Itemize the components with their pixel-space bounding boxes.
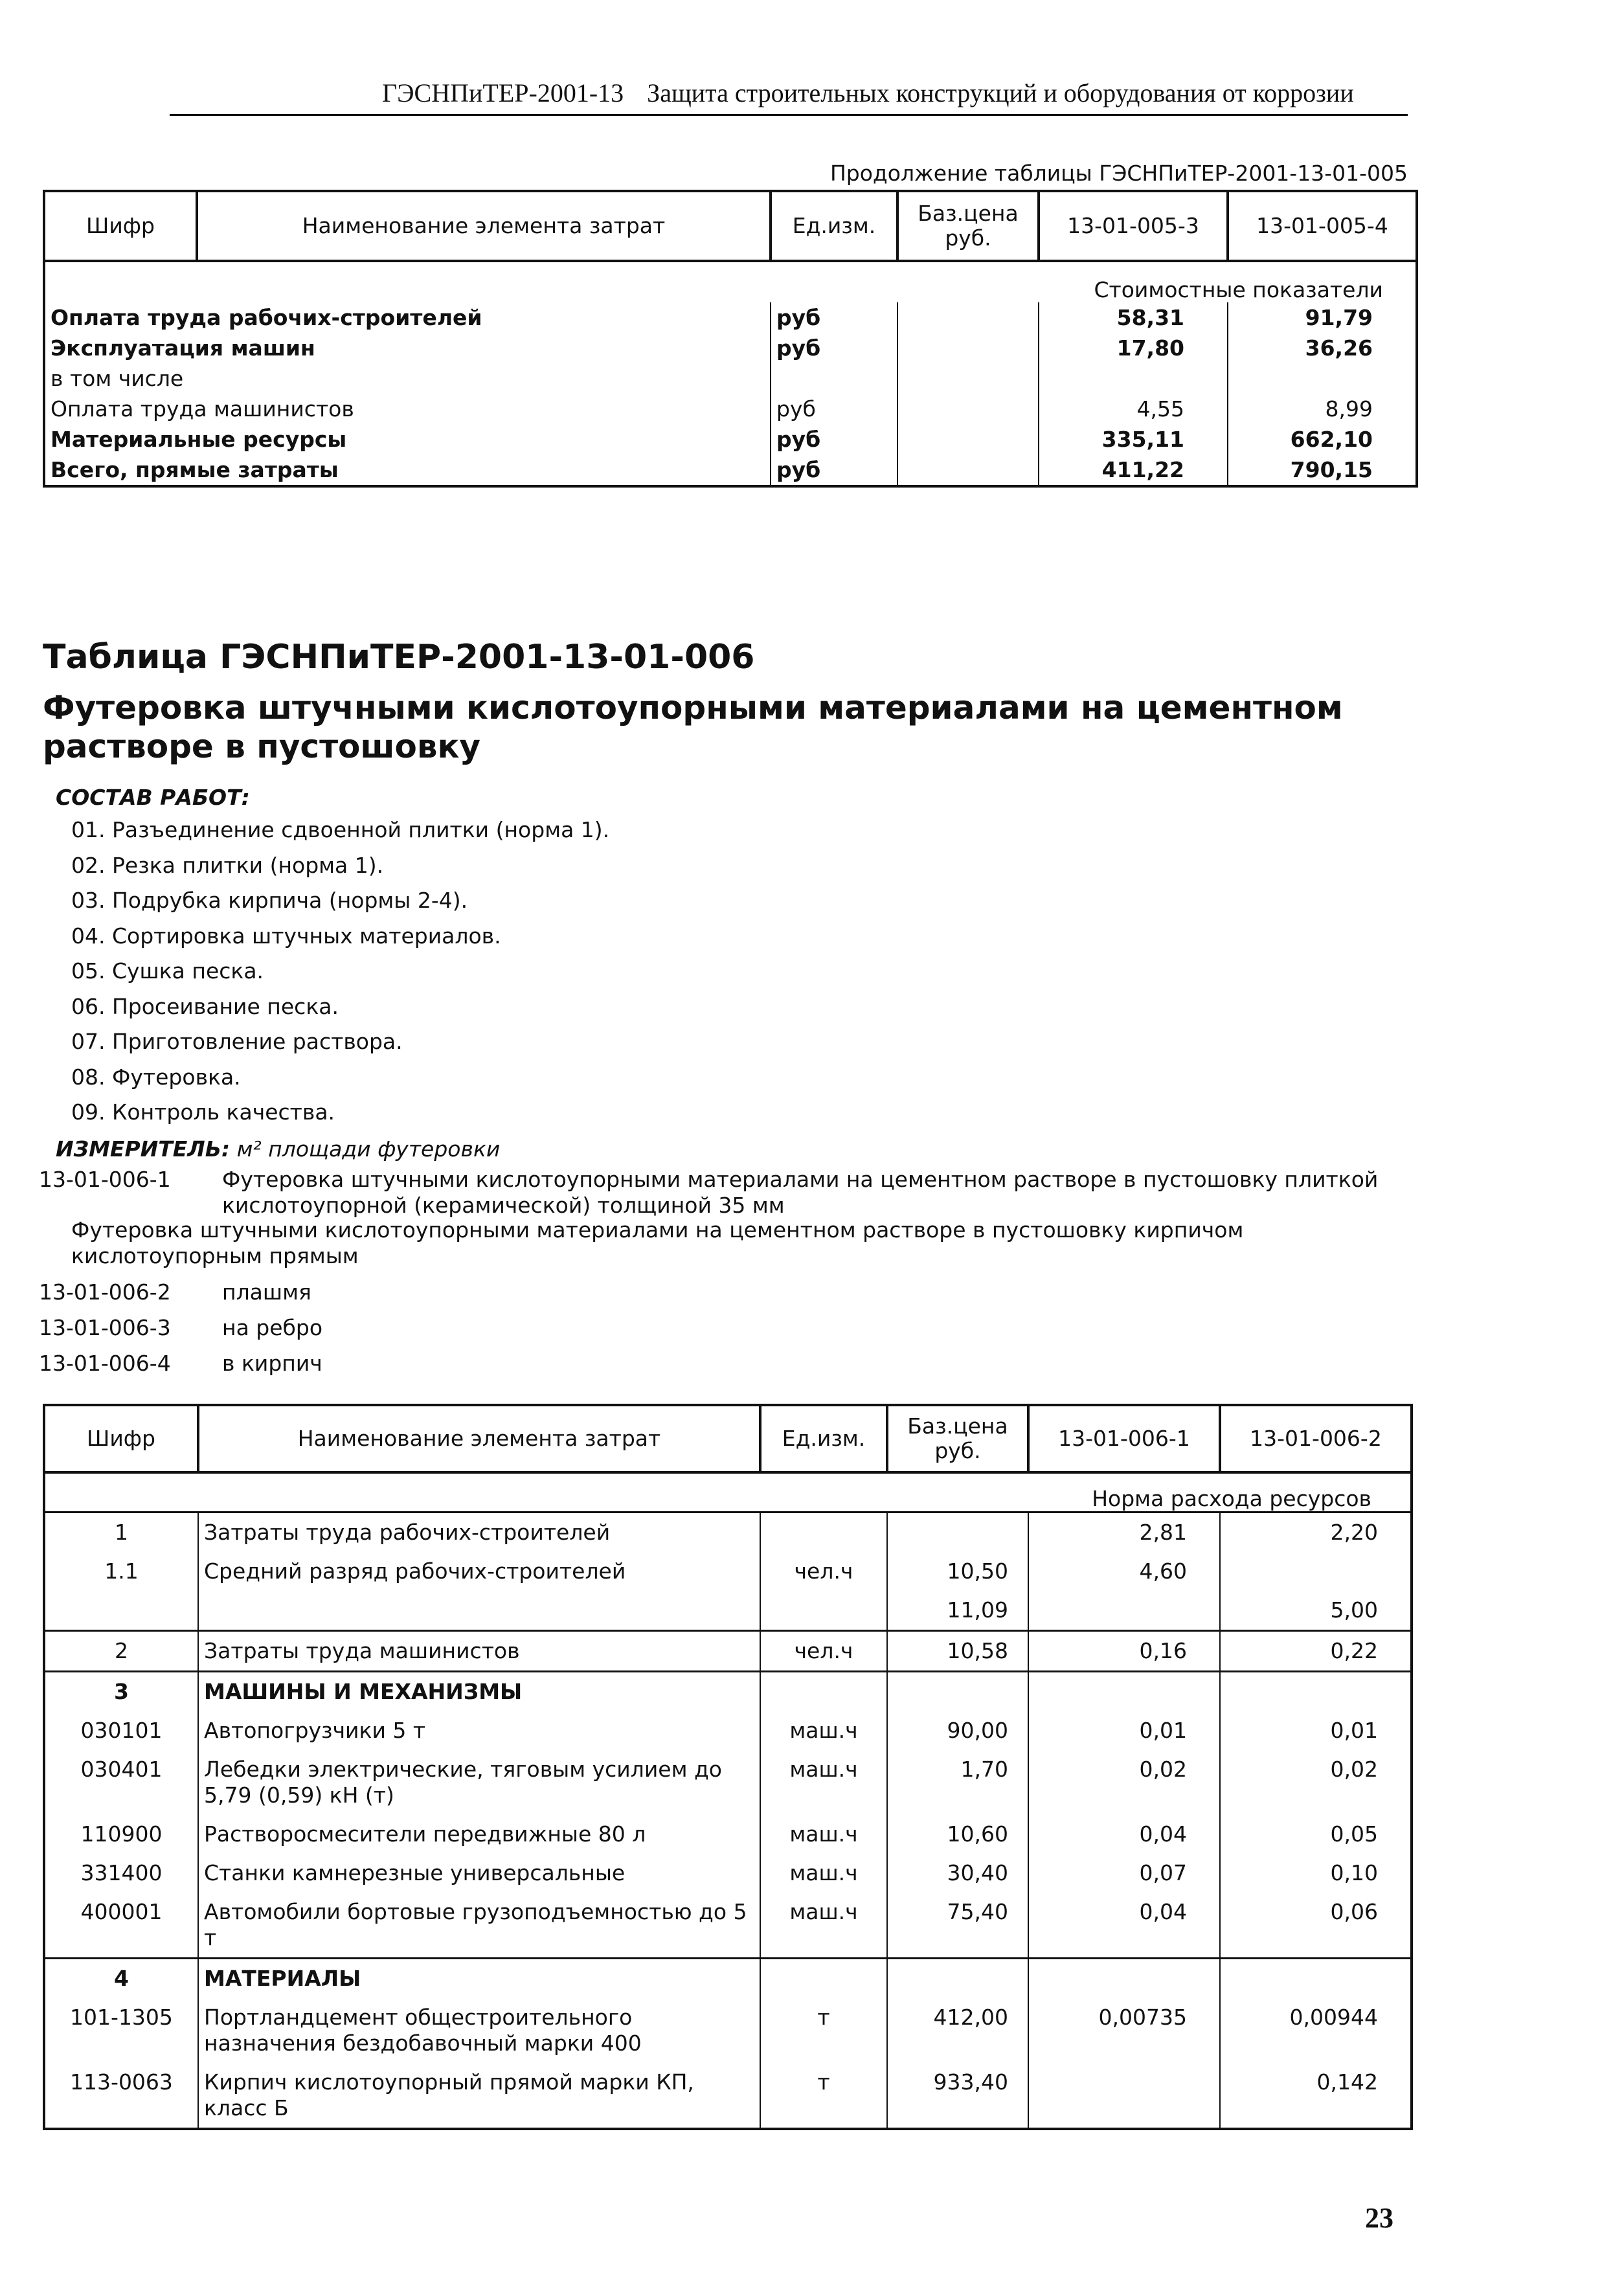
row-price: 412,00: [887, 1998, 1028, 2063]
row-price: 11,09: [887, 1591, 1028, 1631]
row-name: Станки камнерезные универсальные: [198, 1854, 760, 1893]
row-value: 0,01: [1220, 1711, 1412, 1750]
column-header: Наименование элемента затрат: [198, 1405, 760, 1472]
row-code: 3: [44, 1672, 198, 1712]
row-name: Эксплуатация машин: [44, 333, 771, 363]
column-header: Шифр: [44, 1405, 198, 1472]
header-title: Защита строительных конструкций и оборудования от коррозии: [647, 78, 1354, 107]
row-value: [1220, 1959, 1412, 1999]
row-value: 0,01: [1028, 1711, 1220, 1750]
row-name: Оплата труда рабочих-строителей: [44, 302, 771, 333]
row-unit: маш.ч: [760, 1893, 887, 1959]
row-code: 331400: [44, 1854, 198, 1893]
row-value: 2,81: [1028, 1513, 1220, 1553]
norm-group-description: Футеровка штучными кислотоупорными материалами на цементном растворе в пустошовку кирпичом кислотоупорным прямым: [71, 1217, 1244, 1268]
list-item: 07. Приготовление раствора.: [71, 1029, 403, 1054]
row-unit: маш.ч: [760, 1711, 887, 1750]
row-value: 0,10: [1220, 1854, 1412, 1893]
row-value: 0,00735: [1028, 1998, 1220, 2063]
row-code: 113-0063: [44, 2063, 198, 2129]
row-name: Растворосмесители передвижные 80 л: [198, 1815, 760, 1854]
row-value: 0,22: [1220, 1631, 1412, 1672]
column-header: 13-01-005-4: [1228, 191, 1417, 261]
row-value: [1028, 2063, 1220, 2129]
table-row: [44, 1631, 1412, 1672]
row-unit: [760, 1959, 887, 1999]
row-value: 662,10: [1228, 424, 1417, 455]
row-price: 30,40: [887, 1854, 1028, 1893]
row-code: 030101: [44, 1711, 198, 1750]
row-price: [897, 363, 1039, 394]
row-value: 36,26: [1228, 333, 1417, 363]
row-name: МАТЕРИАЛЫ: [198, 1959, 760, 1999]
row-name: в том числе: [44, 363, 771, 394]
table-row: [44, 394, 1417, 424]
table-row: [44, 1893, 1412, 1959]
row-unit: т: [760, 1998, 887, 2063]
list-item: 02. Резка плитки (норма 1).: [71, 852, 384, 878]
row-unit: [771, 363, 897, 394]
norm-code: 13-01-006-4: [39, 1351, 171, 1376]
row-value: 2,20: [1220, 1513, 1412, 1553]
row-code: 1: [44, 1513, 198, 1553]
norm-code: 13-01-006-3: [39, 1315, 171, 1340]
table-continuation-caption: Продолжение таблицы ГЭСНПиТЕР-2001-13-01-005: [829, 161, 1408, 186]
measurement-unit: [56, 1136, 500, 1162]
norm-code: 13-01-006-2: [39, 1279, 171, 1305]
row-value: 4,60: [1028, 1552, 1220, 1591]
list-item: 01. Разъединение сдвоенной плитки (норма 1).: [71, 817, 610, 842]
subheader-label: Стоимостные показатели: [44, 261, 1417, 302]
row-price: [887, 1959, 1028, 1999]
row-price: 10,50: [887, 1552, 1028, 1591]
running-header: [382, 78, 1418, 117]
row-unit: маш.ч: [760, 1815, 887, 1854]
row-value: 0,16: [1028, 1631, 1220, 1672]
measurement-label: ИЗМЕРИТЕЛЬ:: [56, 1136, 231, 1162]
row-value: [1028, 1591, 1220, 1631]
row-unit: т: [760, 2063, 887, 2129]
row-name: Лебедки электрические, тяговым усилием до 5,79 (0,59) кН (т): [198, 1750, 760, 1815]
table-subtitle: Футеровка штучными кислотоупорными материалами на цементном растворе в пустошовку: [43, 689, 1343, 765]
column-header: Шифр: [44, 191, 197, 261]
table-row: [44, 1513, 1412, 1553]
norm-text: в кирпич: [222, 1351, 322, 1376]
list-item: 08. Футеровка.: [71, 1064, 241, 1090]
row-value: 790,15: [1228, 455, 1417, 486]
row-value: 8,99: [1228, 394, 1417, 424]
table-row: [44, 1591, 1412, 1631]
column-header: 13-01-005-3: [1039, 191, 1228, 261]
row-name: Автопогрузчики 5 т: [198, 1711, 760, 1750]
row-value: 58,31: [1039, 302, 1228, 333]
norm-text: плашмя: [222, 1279, 311, 1305]
row-value: 335,11: [1039, 424, 1228, 455]
row-name: Оплата труда машинистов: [44, 394, 771, 424]
row-unit: руб: [771, 302, 897, 333]
column-header: Наименование элемента затрат: [197, 191, 771, 261]
table-row: [44, 2063, 1412, 2129]
row-value: 0,04: [1028, 1815, 1220, 1854]
norm-text: Футеровка штучными кислотоупорными материалами на цементном растворе в пустошовку плиткой кислотоупорной (керамической) толщиной 35 мм: [222, 1167, 1379, 1218]
table-section-row: [44, 1672, 1412, 1712]
row-value: [1028, 1672, 1220, 1712]
row-name: Портландцемент общестроительного назначения бездобавочный марки 400: [198, 1998, 760, 2063]
row-unit: [760, 1672, 887, 1712]
column-header: Ед.изм.: [771, 191, 897, 261]
row-value: 0,142: [1220, 2063, 1412, 2129]
row-value: [1028, 1959, 1220, 1999]
row-unit: руб: [771, 394, 897, 424]
row-value: 411,22: [1039, 455, 1228, 486]
row-value: 0,07: [1028, 1854, 1220, 1893]
header-code: ГЭСНПиТЕР-2001-13: [382, 78, 624, 107]
row-name: Затраты труда машинистов: [198, 1631, 760, 1672]
row-price: [887, 1672, 1028, 1712]
table-subheader-row: [44, 261, 1417, 302]
table-row: [44, 1750, 1412, 1815]
table-row: [44, 333, 1417, 363]
column-header: Баз.цена руб.: [887, 1405, 1028, 1472]
row-name: Всего, прямые затраты: [44, 455, 771, 486]
header-rule: [170, 114, 1408, 116]
table-row: [44, 1552, 1412, 1591]
row-price: [897, 424, 1039, 455]
resource-norms-table: [43, 1404, 1413, 2130]
table-row: [44, 455, 1417, 486]
row-unit: руб: [771, 455, 897, 486]
row-price: [887, 1513, 1028, 1553]
row-code: 400001: [44, 1893, 198, 1959]
row-value: 4,55: [1039, 394, 1228, 424]
row-price: 90,00: [887, 1711, 1028, 1750]
table-title: Таблица ГЭСНПиТЕР-2001-13-01-006: [43, 638, 755, 677]
table-row: [44, 1854, 1412, 1893]
row-price: 10,60: [887, 1815, 1028, 1854]
table-row: [44, 424, 1417, 455]
row-price: [897, 455, 1039, 486]
table-header-row: [44, 191, 1417, 261]
row-unit: [760, 1591, 887, 1631]
row-value: 0,00944: [1220, 1998, 1412, 2063]
row-name: Средний разряд рабочих-строителей: [198, 1552, 760, 1591]
row-value: 0,02: [1220, 1750, 1412, 1815]
row-name: Автомобили бортовые грузоподъемностью до 5 т: [198, 1893, 760, 1959]
row-value: 91,79: [1228, 302, 1417, 333]
row-value: 0,02: [1028, 1750, 1220, 1815]
row-unit: [760, 1513, 887, 1553]
column-header: 13-01-006-1: [1028, 1405, 1220, 1472]
table-row: [44, 1998, 1412, 2063]
measurement-value: м² площади футеровки: [236, 1136, 501, 1162]
column-header: Ед.изм.: [760, 1405, 887, 1472]
list-item: 06. Просеивание песка.: [71, 993, 339, 1019]
row-name: МАШИНЫ И МЕХАНИЗМЫ: [198, 1672, 760, 1712]
row-unit: маш.ч: [760, 1854, 887, 1893]
norm-text: на ребро: [222, 1315, 323, 1340]
subheader-label: Норма расхода ресурсов: [44, 1472, 1412, 1513]
row-code: [44, 1591, 198, 1631]
row-value: [1039, 363, 1228, 394]
row-price: 933,40: [887, 2063, 1028, 2129]
row-value: 17,80: [1039, 333, 1228, 363]
list-item: 04. Сортировка штучных материалов.: [71, 923, 501, 949]
row-code: 101-1305: [44, 1998, 198, 2063]
row-price: [897, 333, 1039, 363]
row-value: [1220, 1672, 1412, 1712]
table-row: [44, 1711, 1412, 1750]
row-unit: чел.ч: [760, 1552, 887, 1591]
row-name: Затраты труда рабочих-строителей: [198, 1513, 760, 1553]
row-code: 1.1: [44, 1552, 198, 1591]
table-row: [44, 363, 1417, 394]
list-item: 03. Подрубка кирпича (нормы 2-4).: [71, 888, 468, 913]
row-unit: руб: [771, 424, 897, 455]
norm-code: 13-01-006-1: [39, 1167, 171, 1192]
row-price: 1,70: [887, 1750, 1028, 1815]
table-row: [44, 1815, 1412, 1854]
table-subheader-row: [44, 1472, 1412, 1513]
row-value: 0,06: [1220, 1893, 1412, 1959]
row-code: 4: [44, 1959, 198, 1999]
row-name: [198, 1591, 760, 1631]
row-name: Материальные ресурсы: [44, 424, 771, 455]
row-value: 0,04: [1028, 1893, 1220, 1959]
row-unit: руб: [771, 333, 897, 363]
row-value: [1220, 1552, 1412, 1591]
row-unit: чел.ч: [760, 1631, 887, 1672]
row-code: 2: [44, 1631, 198, 1672]
table-header-row: [44, 1405, 1412, 1472]
page-number: 23: [1365, 2202, 1393, 2234]
row-value: 5,00: [1220, 1591, 1412, 1631]
row-code: 110900: [44, 1815, 198, 1854]
row-price: 10,58: [887, 1631, 1028, 1672]
list-item: 05. Сушка песка.: [71, 958, 264, 984]
works-heading: СОСТАВ РАБОТ:: [56, 785, 250, 810]
cost-indicators-table: [43, 190, 1418, 488]
row-price: [897, 394, 1039, 424]
row-value: 0,05: [1220, 1815, 1412, 1854]
row-value: [1228, 363, 1417, 394]
row-price: 75,40: [887, 1893, 1028, 1959]
works-list: [71, 817, 609, 1135]
list-item: 09. Контроль качества.: [71, 1099, 335, 1125]
row-code: 030401: [44, 1750, 198, 1815]
column-header: Баз.цена руб.: [897, 191, 1039, 261]
row-name: Кирпич кислотоупорный прямой марки КП, класс Б: [198, 2063, 760, 2129]
table-row: [44, 302, 1417, 333]
row-unit: маш.ч: [760, 1750, 887, 1815]
table-section-row: [44, 1959, 1412, 1999]
row-price: [897, 302, 1039, 333]
column-header: 13-01-006-2: [1220, 1405, 1412, 1472]
